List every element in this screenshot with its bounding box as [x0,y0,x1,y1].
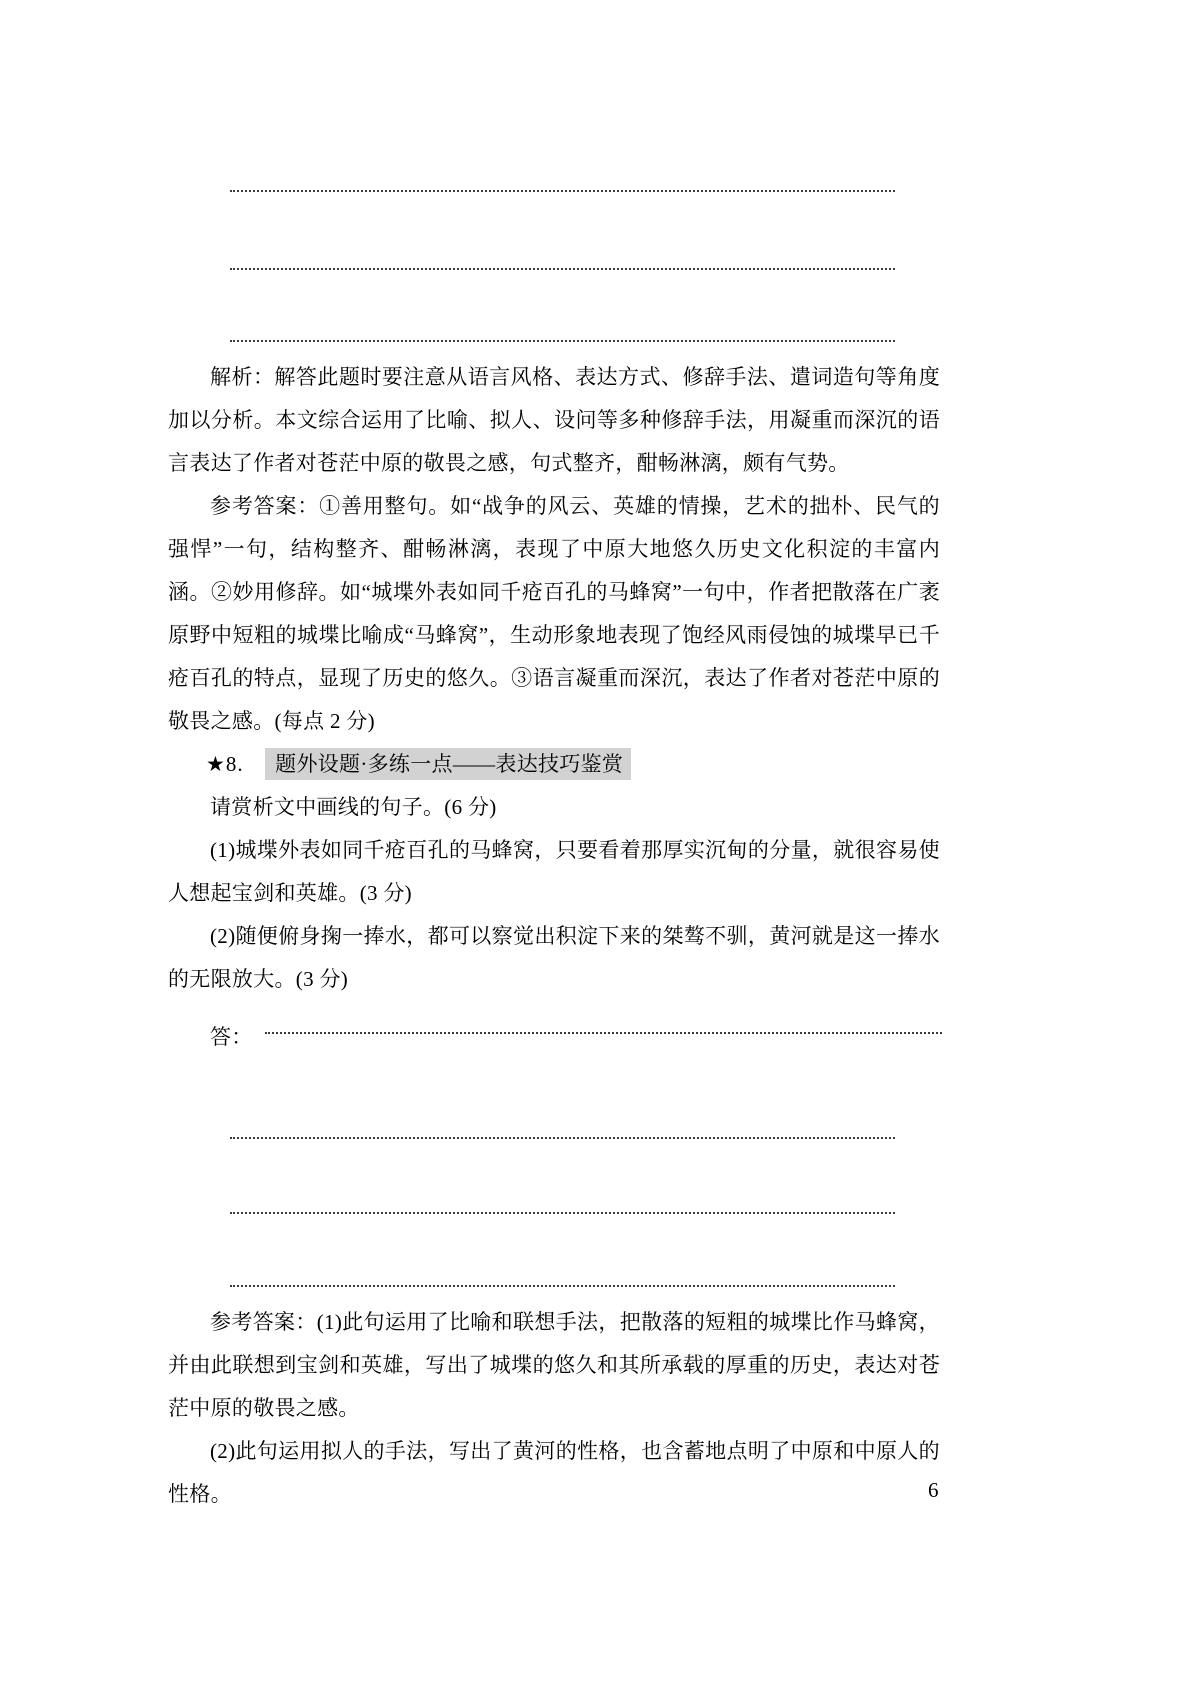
question-intro: 请赏析文中画线的句子。(6 分) [210,795,497,819]
reference-answer-paragraph-bottom-2: (2)此句运用拟人的手法，写出了黄河的性格，也含蓄地点明了中原和中原人的性格。 [168,1439,940,1506]
question-number: ★8. [206,752,244,776]
answer-blank-line [230,1285,895,1287]
question-item-1: (1)城堞外表如同千疮百孔的马蜂窝，只要看着那厚实沉甸的分量，就很容易使人想起宝剑和英雄。(3 分) [168,838,940,905]
answer-blank-line [230,340,895,342]
reference-answer-paragraph-top: 参考答案：①善用整句。如“战争的风云、英雄的情操，艺术的拙朴、民气的强悍”一句，结构整齐、酣畅淋漓，表现了中原大地悠久历史文化积淀的丰富内涵。②妙用修辞。如“城堞外表如同千疮百孔的马蜂窝”一句中，作者把散落在广袤原野中短粗的城堞比喻成“马蜂窝”，生动形象地表现了饱经风雨侵蚀的城堞早已千疮百孔的特点，显现了历史的悠久。③语言凝重而深沉，表达了作者对苍茫中原的敬畏之感。(每点 2 分) [168,494,940,733]
answer-blank-line [230,1137,895,1139]
document-content [168,0,940,1516]
answer-blank-line [253,1001,940,1044]
answer-blank-line [230,190,895,192]
question-item-2: (2)随便俯身掬一捧水，都可以察觉出积淀下来的桀骜不驯，黄河就是这一捧水的无限放大。(3 分) [168,924,940,991]
reference-answer-paragraph-bottom-1: 参考答案：(1)此句运用了比喻和联想手法，把散落的短粗的城堞比作马蜂窝，并由此联想到宝剑和英雄，写出了城堞的悠久和其所承载的厚重的历史，表达对苍茫中原的敬畏之感。 [168,1310,940,1420]
question-heading [168,743,940,786]
analysis-paragraph: 解析：解答此题时要注意从语言风格、表达方式、修辞手法、遣词造句等角度加以分析。本文综合运用了比喻、拟人、设问等多种修辞手法，用凝重而深沉的语言表达了作者对苍茫中原的敬畏之感，句式整齐，酣畅淋漓，颇有气势。 [168,365,940,475]
question-title-highlight: 题外设题·多练一点——表达技巧鉴赏 [265,748,631,780]
page-number: 6 [928,1478,939,1502]
answer-blank-line [230,268,895,270]
answer-blank-line [230,1212,895,1214]
answer-label: 答： [210,1025,253,1049]
answer-row [168,1001,940,1059]
